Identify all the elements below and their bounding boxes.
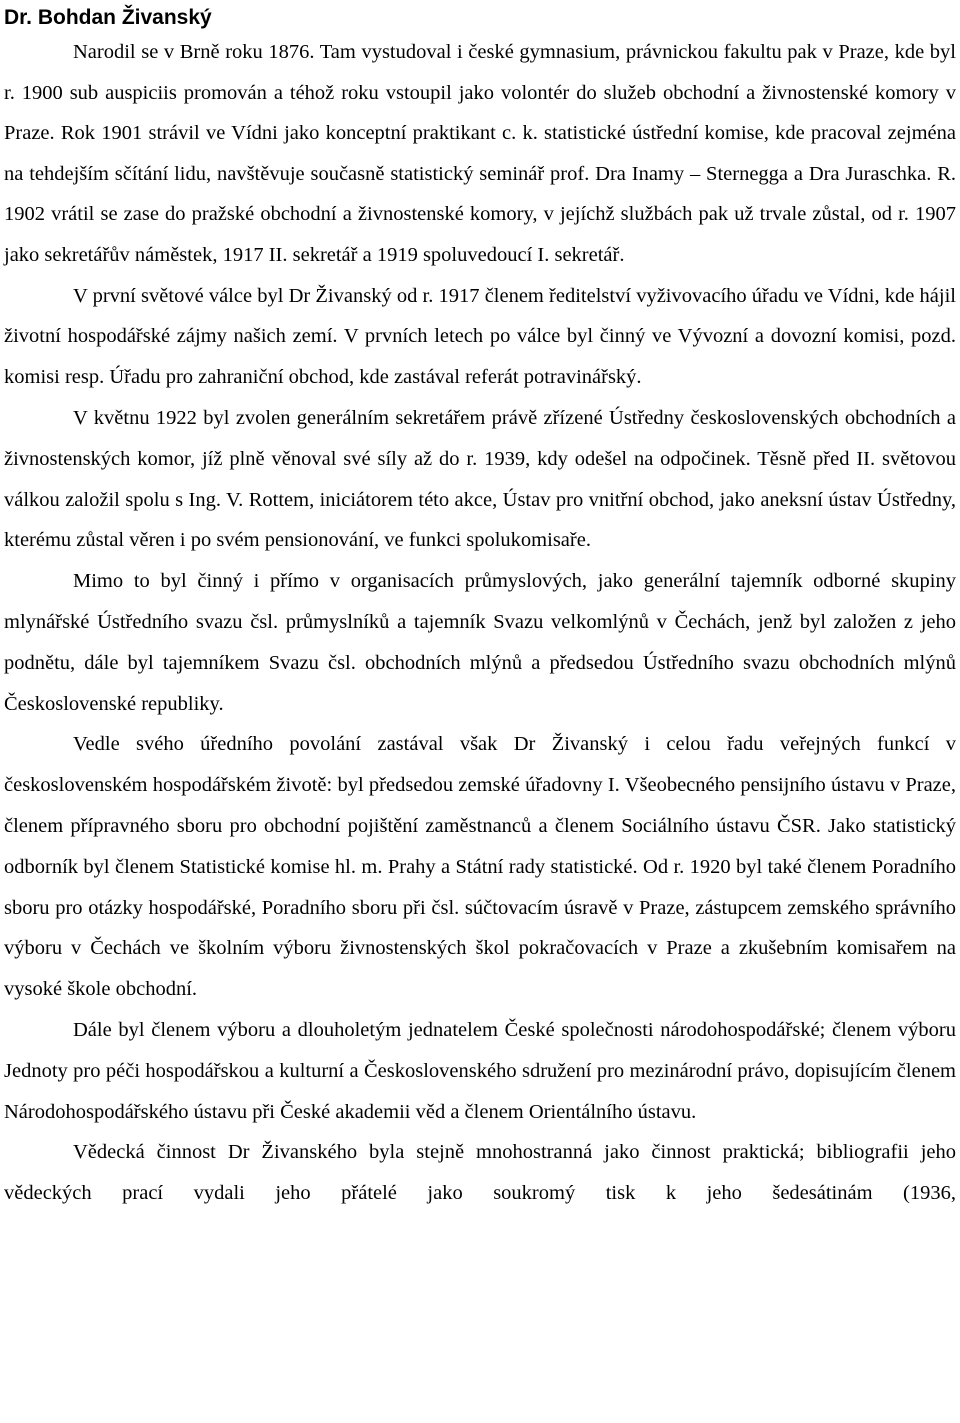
- document-title: Dr. Bohdan Živanský: [4, 6, 212, 29]
- document-page: [4, 0, 956, 1214]
- paragraph-general-secretary: V květnu 1922 byl zvolen generálním sekretářem právě zřízené Ústředny československých obchodních a živnostenských komor, jíž plně věnoval své síly až do r. 1939, kdy odešel na odpočinek. Těsně před II. světovou válkou založil spolu s Ing. V. Rottem, iniciátorem této akce, Ústav pro vnitřní obchod, jako aneksní ústav Ústředny, kterému zůstal věren i po svém pensionování, ve funkci spolukomisaře.: [4, 406, 956, 552]
- paragraph-scientific-activity: Vědecká činnost Dr Živanského byla stejně mnohostranná jako činnost praktická; bibliografii jeho vědeckých prací vydali jeho přátelé jako soukromý tisk k jeho šedesátinám (1936,: [4, 1141, 956, 1205]
- paragraph-public-functions: Vedle svého úředního povolání zastával však Dr Živanský i celou řadu veřejných funkcí v československém hospodářském životě: byl předsedou zemské úřadovny I. Všeobecného pensijního ústavu v Praze, členem přípravného sboru pro obchodní pojištění zaměstnanců a členem Sociálního ústavu ČSR. Jako statistický odborník byl členem Statistické komise hl. m. Prahy a Státní rady statistické. Od r. 1920 byl také členem Poradního sboru pro otázky hospodářské, Poradního sboru při čsl. súčtovacím úsravě v Praze, zástupcem zemského správního výboru v Čechách ve školním výboru živnostenských škol pokračovacích v Praze a zkušebním komisařem na vysoké škole obchodní.: [4, 733, 956, 1001]
- paragraph-societies: Dále byl členem výboru a dlouholetým jednatelem České společnosti národohospodářské; členem výboru Jednoty pro péči hospodářskou a kulturní a Československého sdružení pro mezinárodní právo, dopisujícím členem Národohospodářského ústavu při České akademii věd a členem Orientálního ústavu.: [4, 1018, 956, 1123]
- paragraph-birth-education: Narodil se v Brně roku 1876. Tam vystudoval i české gymnasium, právnickou fakultu pak v Praze, kde byl r. 1900 sub auspiciis promován a téhož roku vstoupil jako volontér do služeb obchodní a živnostenské komory v Praze. Rok 1901 strávil ve Vídni jako konceptní praktikant c. k. statistické ústřední komise, kde pracoval zejména na tehdejším sčítání lidu, navštěvuje současně statistický seminář prof. Dra Inamy – Sternegga a Dra Juraschka. R. 1902 vrátil se zase do pražské obchodní a živnostenské komory, v jejíchž službách pak už trvale zůstal, od r. 1907 jako sekretářův náměstek, 1917 II. sekretář a 1919 spoluvedoucí I. sekretář.: [4, 41, 956, 266]
- paragraph-world-war: V první světové válce byl Dr Živanský od r. 1917 členem ředitelství vyživovacího úřadu ve Vídni, kde hájil životní hospodářské zájmy našich zemí. V prvních letech po válce byl činný ve Vývozní a dovozní komisi, pozd. komisi resp. Úřadu pro zahraniční obchod, kde zastával referát potravinářský.: [4, 284, 956, 389]
- paragraph-industrial-organisations: Mimo to byl činný i přímo v organisacích průmyslových, jako generální tajemník odborné skupiny mlynářské Ústředního svazu čsl. průmyslníků a tajemník Svazu velkomlýnů v Čechách, jenž byl založen z jeho podnětu, dále byl tajemníkem Svazu čsl. obchodních mlýnů a předsedou Ústředního svazu obchodních mlýnů Československé republiky.: [4, 570, 956, 715]
